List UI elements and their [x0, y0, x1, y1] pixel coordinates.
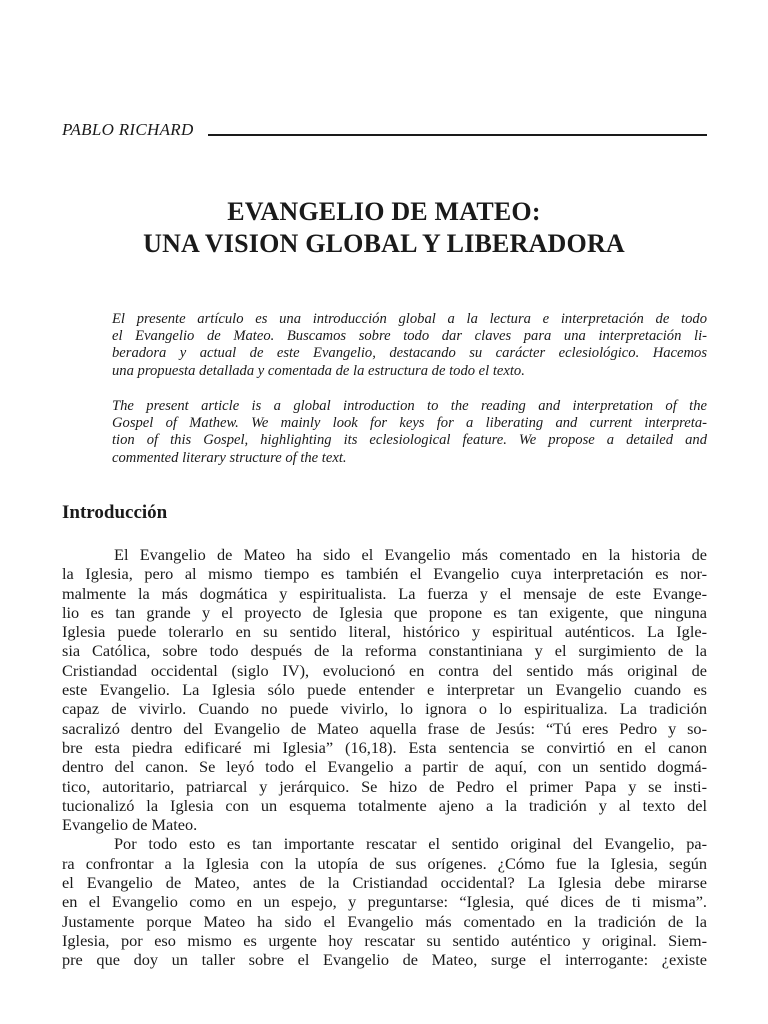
paragraph-line: el Evangelio de Mateo, antes de la Cristiandad occidental? La Iglesia debe mirarse [62, 873, 707, 893]
paragraph-line: tucionalizó la Iglesia con un esquema totalmente ajeno a la tradición y al texto del [62, 795, 707, 815]
paragraph-line: lio es tan grande y el proyecto de Iglesia que propone es tan exigente, que ninguna [62, 602, 707, 622]
title-line-1: EVANGELIO DE MATEO: [227, 197, 541, 226]
paragraph-line: dentro del canon. Se leyó todo el Evangelio a partir de aquí, con un sentido dogmá- [62, 757, 707, 777]
paragraph-line: Justamente porque Mateo ha sido el Evangelio más comentado en la tradición de la [62, 911, 707, 931]
paragraph-line: Iglesia puede tolerarlo en su sentido literal, histórico y espiritual auténticos. La Igle- [62, 622, 707, 642]
paragraph-line: malmente la más dogmática y espiritualista. La fuerza y el mensaje de este Evange- [62, 583, 707, 603]
header-rule [208, 134, 707, 136]
section-heading: Introducción [62, 502, 168, 523]
header-author: PABLO RICHARD [62, 120, 194, 139]
abstract-line: The present article is a global introduction to the reading and interpretation of the [112, 398, 707, 414]
running-header [62, 118, 707, 140]
paragraph-line: capaz de vivirlo. Cuando no puede vivirlo, lo ignora o lo espiritualiza. La tradición [62, 699, 707, 719]
paragraph-line: El Evangelio de Mateo ha sido el Evangelio más comentado en la historia de [114, 545, 707, 564]
paragraph-line: Cristiandad occidental (siglo IV), evolucionó en contra del sentido más original de [62, 660, 707, 680]
paragraph-line: ra confrontar a la Iglesia con la utopía de sus orígenes. ¿Cómo fue la Iglesia, según [62, 853, 707, 873]
abstract-line: Gospel of Mathew. We mainly look for keys for a liberating and current interpreta- [112, 415, 707, 432]
abstract-line: tion of this Gospel, highlighting its eclesiological feature. We propose a detailed and [112, 432, 707, 449]
paragraph-line: Evangelio de Mateo. [62, 815, 198, 835]
abstract-line: el Evangelio de Mateo. Buscamos sobre todo dar claves para una interpretación li- [112, 328, 707, 345]
paragraph-line: pre que doy un taller sobre el Evangelio de Mateo, surge el interrogante: ¿existe [62, 950, 707, 970]
title-line-2: UNA VISION GLOBAL Y LIBERADORA [143, 229, 625, 258]
paragraph-line: Iglesia, por eso mismo es urgente hoy rescatar su sentido auténtico y original. Siem- [62, 930, 707, 950]
body-text [62, 545, 707, 970]
abstract-line: beradora y actual de este Evangelio, destacando su carácter eclesiológico. Hacemos [112, 345, 707, 362]
paragraph-line: este Evangelio. La Iglesia sólo puede entender e interpretar un Evangelio cuando es [62, 680, 707, 700]
abstract-line: una propuesta detallada y comentada de la estructura de todo el texto. [112, 362, 525, 379]
paragraph-line: Por todo esto es tan importante rescatar el sentido original del Evangelio, pa- [114, 834, 707, 854]
abstract-english [112, 398, 707, 467]
paragraph-line: tico, autoritario, patriarcal y jerárquico. Se hizo de Pedro el primer Papa y se insti- [62, 776, 707, 796]
paragraph-line: sia Católica, sobre todo después de la reforma constantiniana y el surgimiento de la [62, 641, 707, 661]
article-title [0, 196, 768, 260]
paragraph-line: sacralizó dentro del Evangelio de Mateo aquella frase de Jesús: “Tú eres Pedro y so- [62, 718, 707, 738]
abstract-spanish [112, 311, 707, 380]
abstract-line: commented literary structure of the text. [112, 449, 347, 466]
paragraph-line: en el Evangelio como en un espejo, y preguntarse: “Iglesia, qué dices de ti misma”. [62, 892, 707, 912]
paragraph-line: la Iglesia, pero al mismo tiempo es también el Evangelio cuya interpretación es nor- [62, 564, 707, 584]
abstract-line: El presente artículo es una introducción global a la lectura e interpretación de todo [112, 311, 707, 327]
paragraph-line: bre esta piedra edificaré mi Iglesia” (16,18). Esta sentencia se convirtió en el canon [62, 737, 707, 757]
